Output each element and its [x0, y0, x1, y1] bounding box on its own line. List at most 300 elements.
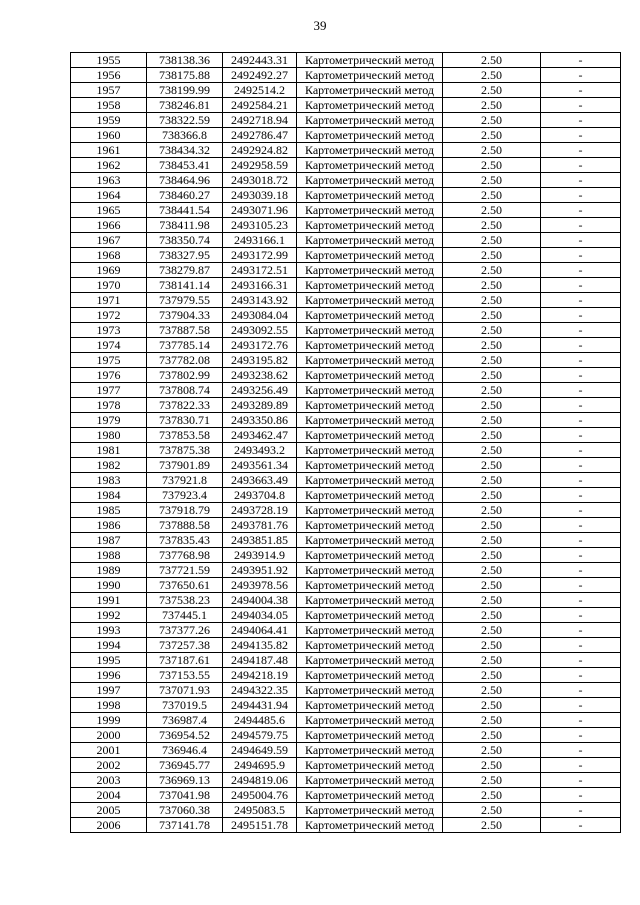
- x-coordinate-cell: 737041.98: [147, 788, 223, 803]
- y-coordinate-cell: 2493172.76: [223, 338, 297, 353]
- x-coordinate-cell: 737153.55: [147, 668, 223, 683]
- note-cell: -: [541, 608, 621, 623]
- accuracy-cell: 2.50: [443, 563, 541, 578]
- note-cell: -: [541, 818, 621, 833]
- x-coordinate-cell: 738366.8: [147, 128, 223, 143]
- y-coordinate-cell: 2493084.04: [223, 308, 297, 323]
- y-coordinate-cell: 2493851.85: [223, 533, 297, 548]
- method-cell: Картометрический метод: [297, 578, 443, 593]
- note-cell: -: [541, 353, 621, 368]
- table-row: [71, 173, 621, 188]
- method-cell: Картометрический метод: [297, 338, 443, 353]
- table-row: [71, 473, 621, 488]
- x-coordinate-cell: 737835.43: [147, 533, 223, 548]
- method-cell: Картометрический метод: [297, 98, 443, 113]
- note-cell: -: [541, 683, 621, 698]
- note-cell: -: [541, 773, 621, 788]
- method-cell: Картометрический метод: [297, 533, 443, 548]
- method-cell: Картометрический метод: [297, 683, 443, 698]
- y-coordinate-cell: 2493704.8: [223, 488, 297, 503]
- point-number-cell: 1967: [71, 233, 147, 248]
- note-cell: -: [541, 503, 621, 518]
- note-cell: -: [541, 113, 621, 128]
- method-cell: Картометрический метод: [297, 788, 443, 803]
- table-row: [71, 563, 621, 578]
- y-coordinate-cell: 2493728.19: [223, 503, 297, 518]
- table-row: [71, 593, 621, 608]
- table-row: [71, 188, 621, 203]
- x-coordinate-cell: 737785.14: [147, 338, 223, 353]
- accuracy-cell: 2.50: [443, 368, 541, 383]
- method-cell: Картометрический метод: [297, 263, 443, 278]
- accuracy-cell: 2.50: [443, 308, 541, 323]
- accuracy-cell: 2.50: [443, 818, 541, 833]
- x-coordinate-cell: 736946.4: [147, 743, 223, 758]
- accuracy-cell: 2.50: [443, 188, 541, 203]
- note-cell: -: [541, 488, 621, 503]
- method-cell: Картометрический метод: [297, 293, 443, 308]
- x-coordinate-cell: 737887.58: [147, 323, 223, 338]
- table-row: [71, 398, 621, 413]
- note-cell: -: [541, 173, 621, 188]
- point-number-cell: 1970: [71, 278, 147, 293]
- point-number-cell: 1994: [71, 638, 147, 653]
- note-cell: -: [541, 68, 621, 83]
- y-coordinate-cell: 2493663.49: [223, 473, 297, 488]
- note-cell: -: [541, 803, 621, 818]
- y-coordinate-cell: 2493195.82: [223, 353, 297, 368]
- y-coordinate-cell: 2493166.1: [223, 233, 297, 248]
- method-cell: Картометрический метод: [297, 668, 443, 683]
- table-row: [71, 608, 621, 623]
- point-number-cell: 1990: [71, 578, 147, 593]
- note-cell: -: [541, 758, 621, 773]
- x-coordinate-cell: 737060.38: [147, 803, 223, 818]
- table-row: [71, 533, 621, 548]
- table-row: [71, 248, 621, 263]
- point-number-cell: 1988: [71, 548, 147, 563]
- point-number-cell: 1961: [71, 143, 147, 158]
- method-cell: Картометрический метод: [297, 233, 443, 248]
- table-row: [71, 323, 621, 338]
- point-number-cell: 1987: [71, 533, 147, 548]
- table-row: [71, 818, 621, 833]
- accuracy-cell: 2.50: [443, 623, 541, 638]
- method-cell: Картометрический метод: [297, 83, 443, 98]
- x-coordinate-cell: 738350.74: [147, 233, 223, 248]
- table-row: [71, 518, 621, 533]
- x-coordinate-cell: 736969.13: [147, 773, 223, 788]
- point-number-cell: 1955: [71, 53, 147, 68]
- note-cell: -: [541, 263, 621, 278]
- method-cell: Картометрический метод: [297, 323, 443, 338]
- method-cell: Картометрический метод: [297, 443, 443, 458]
- accuracy-cell: 2.50: [443, 488, 541, 503]
- y-coordinate-cell: 2492786.47: [223, 128, 297, 143]
- point-number-cell: 2002: [71, 758, 147, 773]
- x-coordinate-cell: 737923.4: [147, 488, 223, 503]
- note-cell: -: [541, 653, 621, 668]
- point-number-cell: 1985: [71, 503, 147, 518]
- accuracy-cell: 2.50: [443, 533, 541, 548]
- point-number-cell: 1958: [71, 98, 147, 113]
- method-cell: Картометрический метод: [297, 173, 443, 188]
- table-row: [71, 278, 621, 293]
- method-cell: Картометрический метод: [297, 593, 443, 608]
- point-number-cell: 1968: [71, 248, 147, 263]
- method-cell: Картометрический метод: [297, 803, 443, 818]
- y-coordinate-cell: 2494004.38: [223, 593, 297, 608]
- method-cell: Картометрический метод: [297, 758, 443, 773]
- method-cell: Картометрический метод: [297, 353, 443, 368]
- point-number-cell: 1983: [71, 473, 147, 488]
- method-cell: Картометрический метод: [297, 308, 443, 323]
- method-cell: Картометрический метод: [297, 743, 443, 758]
- note-cell: -: [541, 53, 621, 68]
- table-row: [71, 458, 621, 473]
- x-coordinate-cell: 738199.99: [147, 83, 223, 98]
- x-coordinate-cell: 738441.54: [147, 203, 223, 218]
- table-row: [71, 548, 621, 563]
- method-cell: Картометрический метод: [297, 218, 443, 233]
- note-cell: -: [541, 458, 621, 473]
- accuracy-cell: 2.50: [443, 323, 541, 338]
- point-number-cell: 2006: [71, 818, 147, 833]
- x-coordinate-cell: 736945.77: [147, 758, 223, 773]
- method-cell: Картометрический метод: [297, 818, 443, 833]
- table-row: [71, 728, 621, 743]
- method-cell: Картометрический метод: [297, 188, 443, 203]
- note-cell: -: [541, 473, 621, 488]
- note-cell: -: [541, 203, 621, 218]
- y-coordinate-cell: 2492718.94: [223, 113, 297, 128]
- table-row: [71, 263, 621, 278]
- method-cell: Картометрический метод: [297, 698, 443, 713]
- accuracy-cell: 2.50: [443, 578, 541, 593]
- method-cell: Картометрический метод: [297, 428, 443, 443]
- point-number-cell: 2001: [71, 743, 147, 758]
- point-number-cell: 1978: [71, 398, 147, 413]
- table-row: [71, 803, 621, 818]
- x-coordinate-cell: 737538.23: [147, 593, 223, 608]
- table-row: [71, 203, 621, 218]
- note-cell: -: [541, 563, 621, 578]
- x-coordinate-cell: 737445.1: [147, 608, 223, 623]
- accuracy-cell: 2.50: [443, 503, 541, 518]
- accuracy-cell: 2.50: [443, 443, 541, 458]
- y-coordinate-cell: 2494485.6: [223, 713, 297, 728]
- note-cell: -: [541, 518, 621, 533]
- accuracy-cell: 2.50: [443, 173, 541, 188]
- point-number-cell: 2004: [71, 788, 147, 803]
- point-number-cell: 2003: [71, 773, 147, 788]
- x-coordinate-cell: 737782.08: [147, 353, 223, 368]
- y-coordinate-cell: 2493493.2: [223, 443, 297, 458]
- x-coordinate-cell: 737901.89: [147, 458, 223, 473]
- table-row: [71, 53, 621, 68]
- table-row: [71, 98, 621, 113]
- method-cell: Картометрический метод: [297, 143, 443, 158]
- table-row: [71, 758, 621, 773]
- table-row: [71, 743, 621, 758]
- table-row: [71, 68, 621, 83]
- point-number-cell: 1965: [71, 203, 147, 218]
- table-row: [71, 713, 621, 728]
- x-coordinate-cell: 738246.81: [147, 98, 223, 113]
- note-cell: -: [541, 578, 621, 593]
- accuracy-cell: 2.50: [443, 398, 541, 413]
- accuracy-cell: 2.50: [443, 458, 541, 473]
- note-cell: -: [541, 368, 621, 383]
- page-number: 39: [313, 18, 327, 33]
- y-coordinate-cell: 2494431.94: [223, 698, 297, 713]
- point-number-cell: 1976: [71, 368, 147, 383]
- method-cell: Картометрический метод: [297, 488, 443, 503]
- method-cell: Картометрический метод: [297, 653, 443, 668]
- x-coordinate-cell: 737377.26: [147, 623, 223, 638]
- x-coordinate-cell: 737830.71: [147, 413, 223, 428]
- note-cell: -: [541, 548, 621, 563]
- note-cell: -: [541, 413, 621, 428]
- method-cell: Картометрический метод: [297, 158, 443, 173]
- accuracy-cell: 2.50: [443, 788, 541, 803]
- table-row: [71, 503, 621, 518]
- accuracy-cell: 2.50: [443, 338, 541, 353]
- accuracy-cell: 2.50: [443, 473, 541, 488]
- y-coordinate-cell: 2492514.2: [223, 83, 297, 98]
- y-coordinate-cell: 2492492.27: [223, 68, 297, 83]
- point-number-cell: 1991: [71, 593, 147, 608]
- table-row: [71, 428, 621, 443]
- table-row: [71, 698, 621, 713]
- note-cell: -: [541, 188, 621, 203]
- accuracy-cell: 2.50: [443, 218, 541, 233]
- note-cell: -: [541, 383, 621, 398]
- point-number-cell: 1992: [71, 608, 147, 623]
- accuracy-cell: 2.50: [443, 743, 541, 758]
- table-row: [71, 353, 621, 368]
- note-cell: -: [541, 143, 621, 158]
- method-cell: Картометрический метод: [297, 713, 443, 728]
- accuracy-cell: 2.50: [443, 203, 541, 218]
- y-coordinate-cell: 2493172.99: [223, 248, 297, 263]
- x-coordinate-cell: 738464.96: [147, 173, 223, 188]
- coordinates-table-body: [71, 53, 621, 833]
- note-cell: -: [541, 158, 621, 173]
- method-cell: Картометрический метод: [297, 638, 443, 653]
- point-number-cell: 1966: [71, 218, 147, 233]
- x-coordinate-cell: 737904.33: [147, 308, 223, 323]
- x-coordinate-cell: 737650.61: [147, 578, 223, 593]
- coordinates-table: [70, 52, 621, 833]
- note-cell: -: [541, 443, 621, 458]
- x-coordinate-cell: 737019.5: [147, 698, 223, 713]
- y-coordinate-cell: 2493914.9: [223, 548, 297, 563]
- y-coordinate-cell: 2494695.9: [223, 758, 297, 773]
- table-row: [71, 773, 621, 788]
- point-number-cell: 1997: [71, 683, 147, 698]
- note-cell: -: [541, 533, 621, 548]
- x-coordinate-cell: 737822.33: [147, 398, 223, 413]
- table-row: [71, 578, 621, 593]
- table-row: [71, 218, 621, 233]
- point-number-cell: 1960: [71, 128, 147, 143]
- point-number-cell: 1981: [71, 443, 147, 458]
- accuracy-cell: 2.50: [443, 68, 541, 83]
- y-coordinate-cell: 2493039.18: [223, 188, 297, 203]
- accuracy-cell: 2.50: [443, 548, 541, 563]
- x-coordinate-cell: 737187.61: [147, 653, 223, 668]
- note-cell: -: [541, 743, 621, 758]
- y-coordinate-cell: 2493172.51: [223, 263, 297, 278]
- y-coordinate-cell: 2493256.49: [223, 383, 297, 398]
- method-cell: Картометрический метод: [297, 248, 443, 263]
- note-cell: -: [541, 713, 621, 728]
- table-row: [71, 233, 621, 248]
- table-row: [71, 683, 621, 698]
- accuracy-cell: 2.50: [443, 383, 541, 398]
- accuracy-cell: 2.50: [443, 683, 541, 698]
- method-cell: Картометрический метод: [297, 413, 443, 428]
- table-row: [71, 653, 621, 668]
- x-coordinate-cell: 737979.55: [147, 293, 223, 308]
- method-cell: Картометрический метод: [297, 608, 443, 623]
- point-number-cell: 1989: [71, 563, 147, 578]
- y-coordinate-cell: 2493071.96: [223, 203, 297, 218]
- point-number-cell: 1956: [71, 68, 147, 83]
- method-cell: Картометрический метод: [297, 503, 443, 518]
- x-coordinate-cell: 738434.32: [147, 143, 223, 158]
- y-coordinate-cell: 2494218.19: [223, 668, 297, 683]
- accuracy-cell: 2.50: [443, 263, 541, 278]
- x-coordinate-cell: 737888.58: [147, 518, 223, 533]
- table-row: [71, 293, 621, 308]
- accuracy-cell: 2.50: [443, 248, 541, 263]
- note-cell: -: [541, 308, 621, 323]
- table-row: [71, 623, 621, 638]
- table-row: [71, 308, 621, 323]
- y-coordinate-cell: 2493105.23: [223, 218, 297, 233]
- table-row: [71, 368, 621, 383]
- x-coordinate-cell: 738327.95: [147, 248, 223, 263]
- method-cell: Картометрический метод: [297, 773, 443, 788]
- note-cell: -: [541, 98, 621, 113]
- method-cell: Картометрический метод: [297, 383, 443, 398]
- note-cell: -: [541, 638, 621, 653]
- point-number-cell: 1972: [71, 308, 147, 323]
- accuracy-cell: 2.50: [443, 143, 541, 158]
- accuracy-cell: 2.50: [443, 803, 541, 818]
- x-coordinate-cell: 737802.99: [147, 368, 223, 383]
- point-number-cell: 1980: [71, 428, 147, 443]
- method-cell: Картометрический метод: [297, 563, 443, 578]
- y-coordinate-cell: 2494322.35: [223, 683, 297, 698]
- note-cell: -: [541, 338, 621, 353]
- point-number-cell: 1962: [71, 158, 147, 173]
- method-cell: Картометрический метод: [297, 278, 443, 293]
- method-cell: Картометрический метод: [297, 398, 443, 413]
- table-row: [71, 488, 621, 503]
- x-coordinate-cell: 738279.87: [147, 263, 223, 278]
- accuracy-cell: 2.50: [443, 353, 541, 368]
- y-coordinate-cell: 2493951.92: [223, 563, 297, 578]
- y-coordinate-cell: 2493462.47: [223, 428, 297, 443]
- accuracy-cell: 2.50: [443, 233, 541, 248]
- accuracy-cell: 2.50: [443, 773, 541, 788]
- accuracy-cell: 2.50: [443, 518, 541, 533]
- y-coordinate-cell: 2493092.55: [223, 323, 297, 338]
- point-number-cell: 1969: [71, 263, 147, 278]
- y-coordinate-cell: 2493289.89: [223, 398, 297, 413]
- method-cell: Картометрический метод: [297, 368, 443, 383]
- note-cell: -: [541, 398, 621, 413]
- note-cell: -: [541, 323, 621, 338]
- x-coordinate-cell: 737921.8: [147, 473, 223, 488]
- note-cell: -: [541, 278, 621, 293]
- y-coordinate-cell: 2493238.62: [223, 368, 297, 383]
- note-cell: -: [541, 623, 621, 638]
- point-number-cell: 1963: [71, 173, 147, 188]
- accuracy-cell: 2.50: [443, 413, 541, 428]
- x-coordinate-cell: 738411.98: [147, 218, 223, 233]
- y-coordinate-cell: 2494819.06: [223, 773, 297, 788]
- y-coordinate-cell: 2493561.34: [223, 458, 297, 473]
- note-cell: -: [541, 293, 621, 308]
- point-number-cell: 1959: [71, 113, 147, 128]
- point-number-cell: 1998: [71, 698, 147, 713]
- x-coordinate-cell: 738453.41: [147, 158, 223, 173]
- y-coordinate-cell: 2492958.59: [223, 158, 297, 173]
- accuracy-cell: 2.50: [443, 428, 541, 443]
- method-cell: Картометрический метод: [297, 623, 443, 638]
- point-number-cell: 1979: [71, 413, 147, 428]
- x-coordinate-cell: 738322.59: [147, 113, 223, 128]
- y-coordinate-cell: 2494135.82: [223, 638, 297, 653]
- method-cell: Картометрический метод: [297, 548, 443, 563]
- note-cell: -: [541, 428, 621, 443]
- x-coordinate-cell: 738138.36: [147, 53, 223, 68]
- point-number-cell: 2005: [71, 803, 147, 818]
- note-cell: -: [541, 698, 621, 713]
- point-number-cell: 1995: [71, 653, 147, 668]
- x-coordinate-cell: 737918.79: [147, 503, 223, 518]
- y-coordinate-cell: 2493350.86: [223, 413, 297, 428]
- accuracy-cell: 2.50: [443, 53, 541, 68]
- method-cell: Картометрический метод: [297, 518, 443, 533]
- table-row: [71, 788, 621, 803]
- y-coordinate-cell: 2492443.31: [223, 53, 297, 68]
- accuracy-cell: 2.50: [443, 113, 541, 128]
- table-row: [71, 413, 621, 428]
- accuracy-cell: 2.50: [443, 758, 541, 773]
- x-coordinate-cell: 737875.38: [147, 443, 223, 458]
- x-coordinate-cell: 737853.58: [147, 428, 223, 443]
- accuracy-cell: 2.50: [443, 128, 541, 143]
- method-cell: Картометрический метод: [297, 53, 443, 68]
- note-cell: -: [541, 233, 621, 248]
- x-coordinate-cell: 736987.4: [147, 713, 223, 728]
- point-number-cell: 1957: [71, 83, 147, 98]
- point-number-cell: 1982: [71, 458, 147, 473]
- note-cell: -: [541, 788, 621, 803]
- method-cell: Картометрический метод: [297, 203, 443, 218]
- table-row: [71, 113, 621, 128]
- x-coordinate-cell: 737768.98: [147, 548, 223, 563]
- x-coordinate-cell: 738175.88: [147, 68, 223, 83]
- y-coordinate-cell: 2495151.78: [223, 818, 297, 833]
- y-coordinate-cell: 2494064.41: [223, 623, 297, 638]
- accuracy-cell: 2.50: [443, 293, 541, 308]
